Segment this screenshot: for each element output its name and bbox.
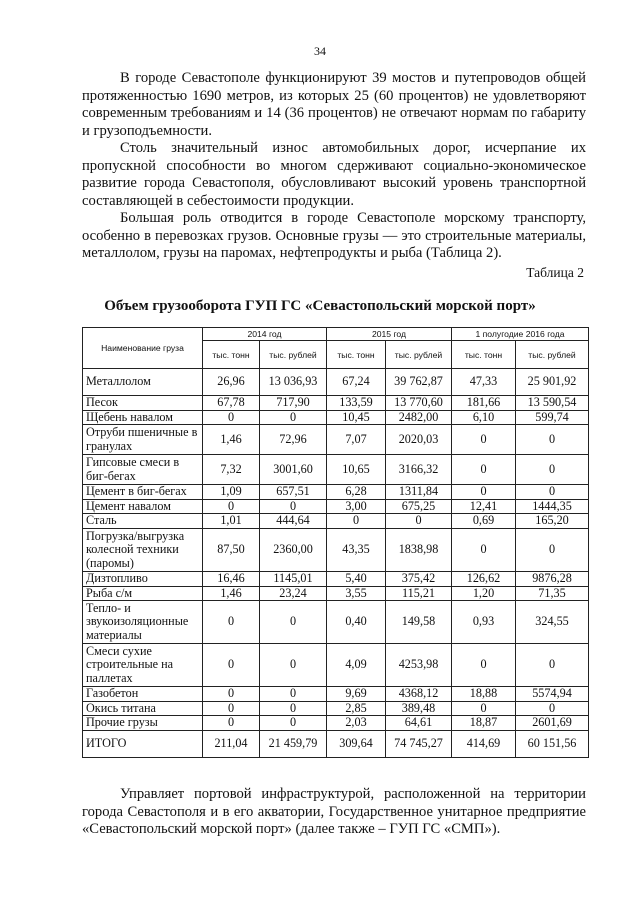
- table-row: [83, 701, 589, 716]
- cargo-name-cell: Погрузка/выгрузка колесной техники (паромы): [83, 528, 203, 571]
- value-cell: 4368,12: [386, 687, 452, 702]
- page-number: 34: [314, 44, 326, 58]
- value-cell: 599,74: [516, 410, 589, 425]
- value-cell: 0: [452, 701, 516, 716]
- table-row: [83, 601, 589, 644]
- table-row: [83, 425, 589, 455]
- value-cell: 0: [260, 716, 327, 731]
- table-row: [83, 485, 589, 500]
- value-cell: 4,09: [327, 644, 386, 687]
- value-cell: 309,64: [327, 730, 386, 757]
- cargo-name-cell: Сталь: [83, 514, 203, 529]
- table-total-row: [83, 730, 589, 757]
- paragraph-sea-transport: Большая роль отводится в городе Севастополе морскому транспорту, особенно в перевозках грузов. Основные грузы — это строительные материалы, металлолом, грузы на паромах, нефтепродукты и рыба (Таблица 2).: [82, 210, 586, 262]
- value-cell: 3166,32: [386, 455, 452, 485]
- value-cell: 1311,84: [386, 485, 452, 500]
- value-cell: 0: [327, 514, 386, 529]
- value-cell: 60 151,56: [516, 730, 589, 757]
- value-cell: 0: [203, 644, 260, 687]
- value-cell: 115,21: [386, 586, 452, 601]
- cargo-name-cell: ИТОГО: [83, 730, 203, 757]
- value-cell: 1444,35: [516, 499, 589, 514]
- value-cell: 25 901,92: [516, 369, 589, 396]
- header-row-periods: [83, 328, 589, 341]
- value-cell: 444,64: [260, 514, 327, 529]
- value-cell: 1,46: [203, 425, 260, 455]
- value-cell: 74 745,27: [386, 730, 452, 757]
- cargo-name-cell: Отруби пшеничные в гранулах: [83, 425, 203, 455]
- value-cell: 64,61: [386, 716, 452, 731]
- cargo-name-cell: Щебень навалом: [83, 410, 203, 425]
- value-cell: 375,42: [386, 571, 452, 586]
- value-cell: 0: [386, 514, 452, 529]
- value-cell: 2,03: [327, 716, 386, 731]
- value-cell: 3,55: [327, 586, 386, 601]
- cargo-name-cell: Окись титана: [83, 701, 203, 716]
- value-cell: 0,69: [452, 514, 516, 529]
- value-cell: 7,32: [203, 455, 260, 485]
- value-cell: 13 770,60: [386, 396, 452, 411]
- value-cell: 2360,00: [260, 528, 327, 571]
- value-cell: 3,00: [327, 499, 386, 514]
- value-cell: 0: [260, 499, 327, 514]
- table-row: [83, 687, 589, 702]
- header-unit-rub: тыс. рублей: [386, 341, 452, 369]
- value-cell: 7,07: [327, 425, 386, 455]
- table-row: [83, 369, 589, 396]
- table-row: [83, 499, 589, 514]
- cargo-name-cell: Цемент навалом: [83, 499, 203, 514]
- header-unit-tons: тыс. тонн: [203, 341, 260, 369]
- value-cell: 18,88: [452, 687, 516, 702]
- cargo-name-cell: Рыба с/м: [83, 586, 203, 601]
- table-row: [83, 586, 589, 601]
- value-cell: 181,66: [452, 396, 516, 411]
- value-cell: 1,20: [452, 586, 516, 601]
- cargo-name-cell: Металлолом: [83, 369, 203, 396]
- value-cell: 67,24: [327, 369, 386, 396]
- value-cell: 1,46: [203, 586, 260, 601]
- table-row: [83, 644, 589, 687]
- paragraph-road-wear: Столь значительный износ автомобильных дорог, исчерпание их пропускной способности во многом сдерживают социально-экономическое развитие города Севастополя, обусловливают высокий уровень транспортной составляющей в себестоимости продукции.: [82, 140, 586, 209]
- value-cell: 0: [203, 687, 260, 702]
- cargo-name-cell: Цемент в биг-бегах: [83, 485, 203, 500]
- value-cell: 0: [516, 701, 589, 716]
- value-cell: 47,33: [452, 369, 516, 396]
- value-cell: 39 762,87: [386, 369, 452, 396]
- table-title: Объем грузооборота ГУП ГС «Севастопольский морской порт»: [104, 298, 536, 314]
- value-cell: 0: [260, 644, 327, 687]
- cargo-name-cell: Тепло- и звукоизоляционные материалы: [83, 601, 203, 644]
- cargo-name-cell: Песок: [83, 396, 203, 411]
- value-cell: 13 036,93: [260, 369, 327, 396]
- value-cell: 5574,94: [516, 687, 589, 702]
- value-cell: 72,96: [260, 425, 327, 455]
- value-cell: 71,35: [516, 586, 589, 601]
- value-cell: 133,59: [327, 396, 386, 411]
- value-cell: 2,85: [327, 701, 386, 716]
- table-row: [83, 514, 589, 529]
- paragraph-bridges: В городе Севастополе функционируют 39 мостов и путепроводов общей протяженностью 1690 метров, из которых 25 (60 процентов) не удовлетворяют современным требованиям и 14 (36 процентов) не отвечают нормам по габариту и грузоподъемности.: [82, 70, 586, 139]
- value-cell: 16,46: [203, 571, 260, 586]
- value-cell: 126,62: [452, 571, 516, 586]
- table-body: [83, 369, 589, 758]
- value-cell: 9,69: [327, 687, 386, 702]
- value-cell: 0: [516, 455, 589, 485]
- value-cell: 87,50: [203, 528, 260, 571]
- value-cell: 26,96: [203, 369, 260, 396]
- value-cell: 13 590,54: [516, 396, 589, 411]
- value-cell: 0: [452, 425, 516, 455]
- value-cell: 0: [260, 701, 327, 716]
- value-cell: 0: [452, 485, 516, 500]
- value-cell: 2482,00: [386, 410, 452, 425]
- table-row: [83, 528, 589, 571]
- value-cell: 43,35: [327, 528, 386, 571]
- value-cell: 0: [516, 528, 589, 571]
- value-cell: 0: [516, 485, 589, 500]
- paragraph-port-operator: Управляет портовой инфраструктурой, расположенной на территории города Севастополя и в его акватории, Государственное унитарное предприятие «Севастопольский морской порт» (далее также – ГУП ГС «СМП»).: [82, 786, 586, 838]
- value-cell: 6,28: [327, 485, 386, 500]
- header-unit-rub: тыс. рублей: [516, 341, 589, 369]
- value-cell: 0: [203, 701, 260, 716]
- value-cell: 0,93: [452, 601, 516, 644]
- table-caption: Таблица 2: [526, 265, 584, 280]
- header-period-2016h1: 1 полугодие 2016 года: [452, 328, 589, 341]
- value-cell: 2020,03: [386, 425, 452, 455]
- value-cell: 18,87: [452, 716, 516, 731]
- value-cell: 0: [203, 499, 260, 514]
- value-cell: 3001,60: [260, 455, 327, 485]
- table-row: [83, 455, 589, 485]
- value-cell: 0: [260, 410, 327, 425]
- cargo-turnover-table: [82, 327, 589, 758]
- value-cell: 21 459,79: [260, 730, 327, 757]
- value-cell: 0: [452, 644, 516, 687]
- value-cell: 4253,98: [386, 644, 452, 687]
- value-cell: 1,01: [203, 514, 260, 529]
- value-cell: 0: [452, 455, 516, 485]
- cargo-name-cell: Газобетон: [83, 687, 203, 702]
- value-cell: 23,24: [260, 586, 327, 601]
- value-cell: 675,25: [386, 499, 452, 514]
- value-cell: 0: [203, 716, 260, 731]
- value-cell: 0,40: [327, 601, 386, 644]
- value-cell: 324,55: [516, 601, 589, 644]
- value-cell: 10,65: [327, 455, 386, 485]
- table-row: [83, 410, 589, 425]
- header-period-2015: 2015 год: [327, 328, 452, 341]
- value-cell: 2601,69: [516, 716, 589, 731]
- value-cell: 1,09: [203, 485, 260, 500]
- value-cell: 1145,01: [260, 571, 327, 586]
- value-cell: 657,51: [260, 485, 327, 500]
- value-cell: 10,45: [327, 410, 386, 425]
- value-cell: 5,40: [327, 571, 386, 586]
- value-cell: 6,10: [452, 410, 516, 425]
- cargo-name-cell: Прочие грузы: [83, 716, 203, 731]
- header-unit-rub: тыс. рублей: [260, 341, 327, 369]
- value-cell: 0: [203, 410, 260, 425]
- value-cell: 67,78: [203, 396, 260, 411]
- value-cell: 9876,28: [516, 571, 589, 586]
- cargo-name-cell: Смеси сухие строительные на паллетах: [83, 644, 203, 687]
- value-cell: 0: [260, 601, 327, 644]
- header-unit-tons: тыс. тонн: [452, 341, 516, 369]
- value-cell: 0: [516, 425, 589, 455]
- table-row: [83, 571, 589, 586]
- value-cell: 0: [452, 528, 516, 571]
- header-unit-tons: тыс. тонн: [327, 341, 386, 369]
- value-cell: 717,90: [260, 396, 327, 411]
- value-cell: 0: [516, 644, 589, 687]
- value-cell: 0: [203, 601, 260, 644]
- value-cell: 389,48: [386, 701, 452, 716]
- table-row: [83, 716, 589, 731]
- value-cell: 149,58: [386, 601, 452, 644]
- header-cargo-name: Наименование груза: [83, 328, 203, 369]
- value-cell: 414,69: [452, 730, 516, 757]
- value-cell: 0: [260, 687, 327, 702]
- value-cell: 211,04: [203, 730, 260, 757]
- table-row: [83, 396, 589, 411]
- header-period-2014: 2014 год: [203, 328, 327, 341]
- value-cell: 165,20: [516, 514, 589, 529]
- cargo-name-cell: Дизтопливо: [83, 571, 203, 586]
- cargo-name-cell: Гипсовые смеси в биг-бегах: [83, 455, 203, 485]
- value-cell: 1838,98: [386, 528, 452, 571]
- value-cell: 12,41: [452, 499, 516, 514]
